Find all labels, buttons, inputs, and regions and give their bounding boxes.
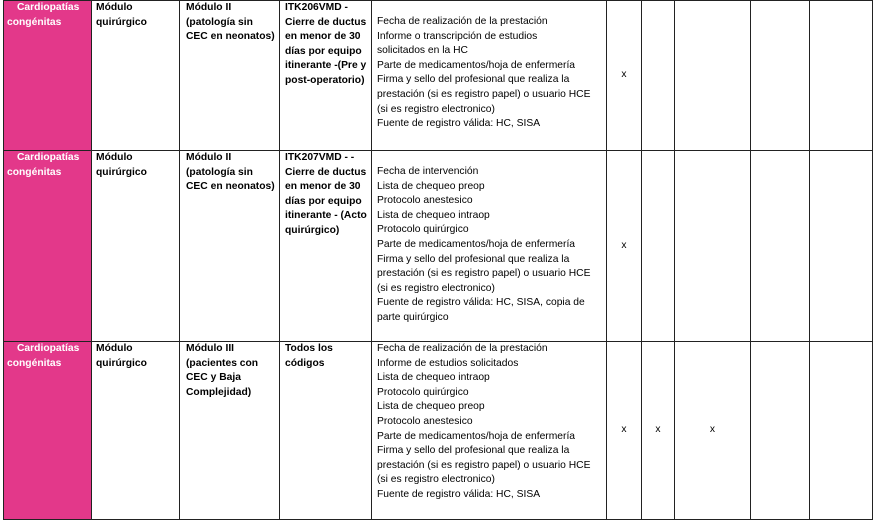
- doc-line: Fecha de realización de la prestación: [377, 16, 548, 27]
- doc-line: Protocolo quirúrgico: [377, 386, 469, 398]
- doc-line: Lista de chequeo intraop: [377, 372, 490, 384]
- doc-line: Lista de chequeo preop: [377, 401, 485, 413]
- module-type-cell: Módulo quirúrgico: [92, 1, 180, 151]
- check-mark-cell: [675, 1, 751, 151]
- doc-line: Fuente de registro válida: HC, SISA, copia de: [377, 297, 585, 309]
- table-row: [4, 342, 873, 520]
- requirements-table: [3, 0, 873, 520]
- doc-line: Lista de chequeo intraop: [377, 209, 490, 221]
- doc-line: (si es registro electronico): [377, 103, 495, 115]
- doc-line: (si es registro electronico): [377, 282, 495, 294]
- doc-line: Firma y sello del profesional que realiza la: [377, 74, 570, 86]
- doc-line: Protocolo anestesico: [377, 415, 473, 427]
- check-mark-cell: [810, 151, 873, 342]
- doc-line: Fuente de registro válida: HC, SISA: [377, 118, 541, 130]
- doc-line: Parte de medicamentos/hoja de enfermería: [377, 430, 576, 442]
- table-row: [4, 151, 873, 342]
- documentation-cell: [372, 151, 607, 342]
- module-type-cell: Módulo quirúrgico: [92, 342, 180, 520]
- doc-line: Firma y sello del profesional que realiza la: [377, 445, 570, 457]
- doc-line: prestación (si es registro papel) o usuario HCE: [377, 268, 591, 280]
- check-mark-cell: [810, 1, 873, 151]
- check-mark-cell: [751, 342, 810, 520]
- doc-line: (si es registro electronico): [377, 474, 495, 486]
- doc-line: Informe o transcripción de estudios: [377, 30, 538, 42]
- module-cell: Módulo III (pacientes con CEC y Baja Complejidad): [180, 342, 280, 520]
- doc-line: Protocolo anestesico: [377, 195, 473, 207]
- doc-line: Fecha de intervención: [377, 166, 479, 177]
- doc-line: Lista de chequeo preop: [377, 180, 485, 192]
- doc-line: Protocolo quirúrgico: [377, 224, 469, 236]
- doc-line: solicitados en la HC: [377, 45, 468, 57]
- code-cell: ITK207VMD - - Cierre de ductus en menor de 30 días por equipo itinerante - (Acto quirúrgico): [280, 151, 372, 342]
- code-cell: ITK206VMD - Cierre de ductus en menor de 30 días por equipo itinerante -(Pre y post-operatorio): [280, 1, 372, 151]
- check-mark-cell: [751, 151, 810, 342]
- table-row: [4, 1, 873, 151]
- check-mark-cell: x: [607, 151, 642, 342]
- code-cell: Todos los códigos: [280, 342, 372, 520]
- check-mark-cell: x: [675, 342, 751, 520]
- category-cell: Cardiopatías congénitas: [4, 1, 92, 151]
- check-mark-cell: x: [607, 342, 642, 520]
- check-mark-cell: [810, 342, 873, 520]
- doc-line: Fuente de registro válida: HC, SISA: [377, 488, 541, 500]
- check-mark-cell: x: [642, 342, 675, 520]
- documentation-cell: [372, 1, 607, 151]
- check-mark-cell: [675, 151, 751, 342]
- doc-line: parte quirúrgico: [377, 311, 449, 323]
- doc-line: prestación (si es registro papel) o usuario HCE: [377, 88, 591, 100]
- doc-line: Firma y sello del profesional que realiza la: [377, 253, 570, 265]
- check-mark-cell: [642, 151, 675, 342]
- category-cell: Cardiopatías congénitas: [4, 342, 92, 520]
- module-cell: Módulo II (patología sin CEC en neonatos): [180, 1, 280, 151]
- category-cell: Cardiopatías congénitas: [4, 151, 92, 342]
- module-cell: Módulo II (patología sin CEC en neonatos): [180, 151, 280, 342]
- check-mark-cell: x: [607, 1, 642, 151]
- doc-line: Informe de estudios solicitados: [377, 357, 519, 369]
- check-mark-cell: [751, 1, 810, 151]
- documentation-cell: [372, 342, 607, 520]
- doc-line: prestación (si es registro papel) o usuario HCE: [377, 459, 591, 471]
- doc-line: Fecha de realización de la prestación: [377, 343, 548, 354]
- doc-line: Parte de medicamentos/hoja de enfermería: [377, 59, 576, 71]
- doc-line: Parte de medicamentos/hoja de enfermería: [377, 238, 576, 250]
- check-mark-cell: [642, 1, 675, 151]
- module-type-cell: Módulo quirúrgico: [92, 151, 180, 342]
